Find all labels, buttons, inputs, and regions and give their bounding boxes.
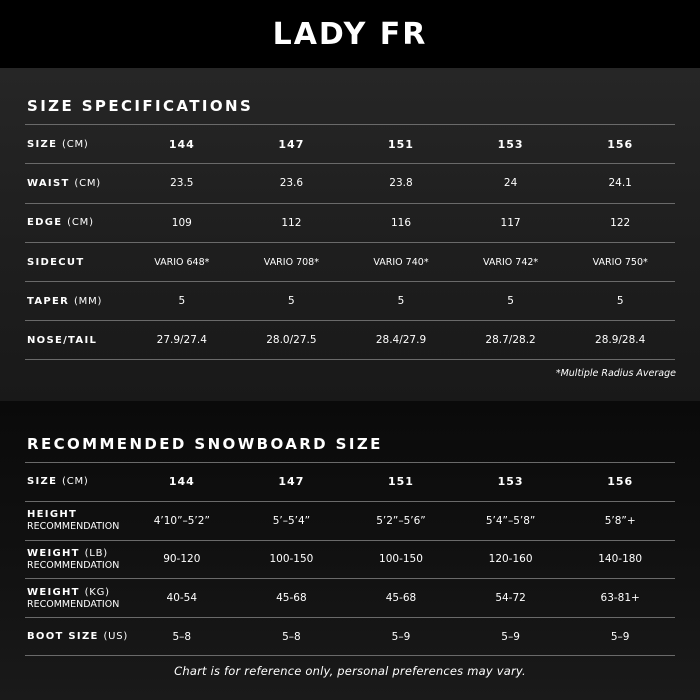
table-cell: 23.5 <box>170 177 194 190</box>
table-cell: 28.0/27.5 <box>266 334 317 347</box>
table-cell: 24.1 <box>608 177 632 190</box>
row-label-unit: (CM) <box>67 217 94 229</box>
table-cell: 63-81+ <box>600 592 640 605</box>
table-cell: 5 <box>616 295 624 308</box>
row-label-height <box>25 509 127 532</box>
table-cell: 117 <box>500 216 521 229</box>
table-cell: 147 <box>278 475 305 489</box>
size-specifications-panel <box>0 68 700 401</box>
row-label-unit: (CM) <box>62 138 89 150</box>
sidecut-footnote: *Multiple Radius Average <box>555 368 676 379</box>
table-cell: VARIO 648* <box>154 256 210 268</box>
table-row <box>25 320 675 359</box>
row-label-text: SIDECUT <box>27 256 85 268</box>
table-cell: 24 <box>503 177 518 190</box>
row-label-unit: (CM) <box>62 476 89 488</box>
table-cell: 5 <box>397 295 405 308</box>
row-label-sub: RECOMMENDATION <box>27 521 120 533</box>
table-row <box>25 163 675 202</box>
row-label-text: HEIGHT <box>27 509 78 521</box>
table-cell: 28.9/28.4 <box>595 334 646 347</box>
table-cell: 144 <box>168 475 195 489</box>
table-cell: 5’–5’4” <box>272 514 311 527</box>
table-cell: 5–9 <box>610 630 630 643</box>
table-cell: 4’10”–5’2” <box>153 514 210 527</box>
table-cell: 153 <box>497 475 524 489</box>
table-cell: 153 <box>497 137 524 151</box>
table-cell: 5’8”+ <box>604 514 636 527</box>
row-label-weight-lb <box>25 548 127 571</box>
row-label-text: EDGE <box>27 217 63 229</box>
table-cell: 147 <box>278 137 305 151</box>
row-label-boot-size-us <box>25 631 127 642</box>
row-label-text: BOOT SIZE <box>27 631 99 643</box>
table-cell: 40-54 <box>166 592 198 605</box>
table-cell: VARIO 708* <box>263 256 319 268</box>
table-cell: 5–9 <box>501 630 520 643</box>
table-cell: 27.9/27.4 <box>156 334 207 347</box>
table-row <box>25 540 675 579</box>
table-row <box>25 617 675 656</box>
table-cell: 23.8 <box>389 177 413 190</box>
table-cell: 5 <box>507 295 514 308</box>
row-label-unit: (LB) <box>84 547 109 559</box>
table-cell: 54-72 <box>495 592 526 605</box>
row-label-sidecut <box>25 257 127 268</box>
row-label-unit: (CM) <box>74 177 101 189</box>
row-label-text: SIZE <box>27 138 58 150</box>
table-row <box>25 281 675 320</box>
table-cell: 45-68 <box>276 592 307 605</box>
table-row <box>25 578 675 617</box>
row-label-text: NOSE/TAIL <box>27 334 98 346</box>
table-row <box>25 242 675 281</box>
table-cell: 5–8 <box>172 630 192 643</box>
table-cell: 156 <box>607 137 634 151</box>
recommended-size-panel <box>0 401 700 700</box>
table-cell: 122 <box>610 216 631 229</box>
row-label-unit: (KG) <box>84 586 110 598</box>
row-label-text: SIZE <box>27 476 58 488</box>
table-cell: 151 <box>388 475 414 489</box>
row-label-text: TAPER <box>27 295 70 307</box>
page-title: LADY FR <box>272 16 428 52</box>
table-row <box>25 124 675 163</box>
table-cell: 28.7/28.2 <box>485 334 536 347</box>
recommended-size-heading: RECOMMENDED SNOWBOARD SIZE <box>27 435 383 453</box>
table-cell: 140-180 <box>598 553 643 566</box>
row-label-sub: RECOMMENDATION <box>27 559 120 571</box>
recommended-size-table <box>25 462 675 656</box>
table-cell: 144 <box>168 137 195 151</box>
row-label-weight-kg <box>25 587 127 610</box>
table-cell: 100-150 <box>379 553 423 566</box>
table-cell: 5 <box>288 295 295 308</box>
size-specifications-table <box>25 124 675 360</box>
header <box>0 0 700 68</box>
table-cell: 112 <box>281 216 302 229</box>
row-label-text: WAIST <box>27 177 70 189</box>
table-row <box>25 203 675 242</box>
table-cell: 23.6 <box>279 177 304 190</box>
table-cell: 109 <box>171 216 192 229</box>
table-cell: 100-150 <box>269 553 314 566</box>
table-cell: 45-68 <box>385 592 417 605</box>
table-cell: VARIO 740* <box>373 256 429 268</box>
row-label-taper-mm <box>25 296 127 307</box>
table-cell: 5’4”–5’8” <box>485 514 536 527</box>
row-label-edge-cm <box>25 217 127 228</box>
table-cell: 5–8 <box>282 630 301 643</box>
table-cell: 116 <box>390 216 411 229</box>
table-cell: 90-120 <box>163 553 201 566</box>
row-label-size-cm <box>25 139 127 150</box>
table-cell: 151 <box>388 137 414 151</box>
row-label-sub: RECOMMENDATION <box>27 598 120 610</box>
size-specifications-heading: SIZE SPECIFICATIONS <box>27 97 254 115</box>
table-cell: 5–9 <box>391 630 411 643</box>
table-row <box>25 462 675 501</box>
row-label-unit: (MM) <box>73 295 103 307</box>
table-cell: 5 <box>178 295 186 308</box>
table-cell: 28.4/27.9 <box>375 334 427 347</box>
row-label-nose-tail <box>25 335 127 346</box>
row-label-waist-cm <box>25 178 127 189</box>
disclaimer: Chart is for reference only, personal preferences may vary. <box>174 664 526 678</box>
row-label-size-cm <box>25 476 127 487</box>
table-row <box>25 501 675 540</box>
table-cell: 156 <box>607 475 634 489</box>
table-cell: 5’2”–5’6” <box>376 514 426 527</box>
table-cell: 120-160 <box>488 553 533 566</box>
row-label-unit: (US) <box>103 631 129 643</box>
row-label-text: WEIGHT <box>27 586 80 598</box>
table-cell: VARIO 742* <box>482 256 539 268</box>
row-label-text: WEIGHT <box>27 547 80 559</box>
table-cell: VARIO 750* <box>592 256 648 268</box>
